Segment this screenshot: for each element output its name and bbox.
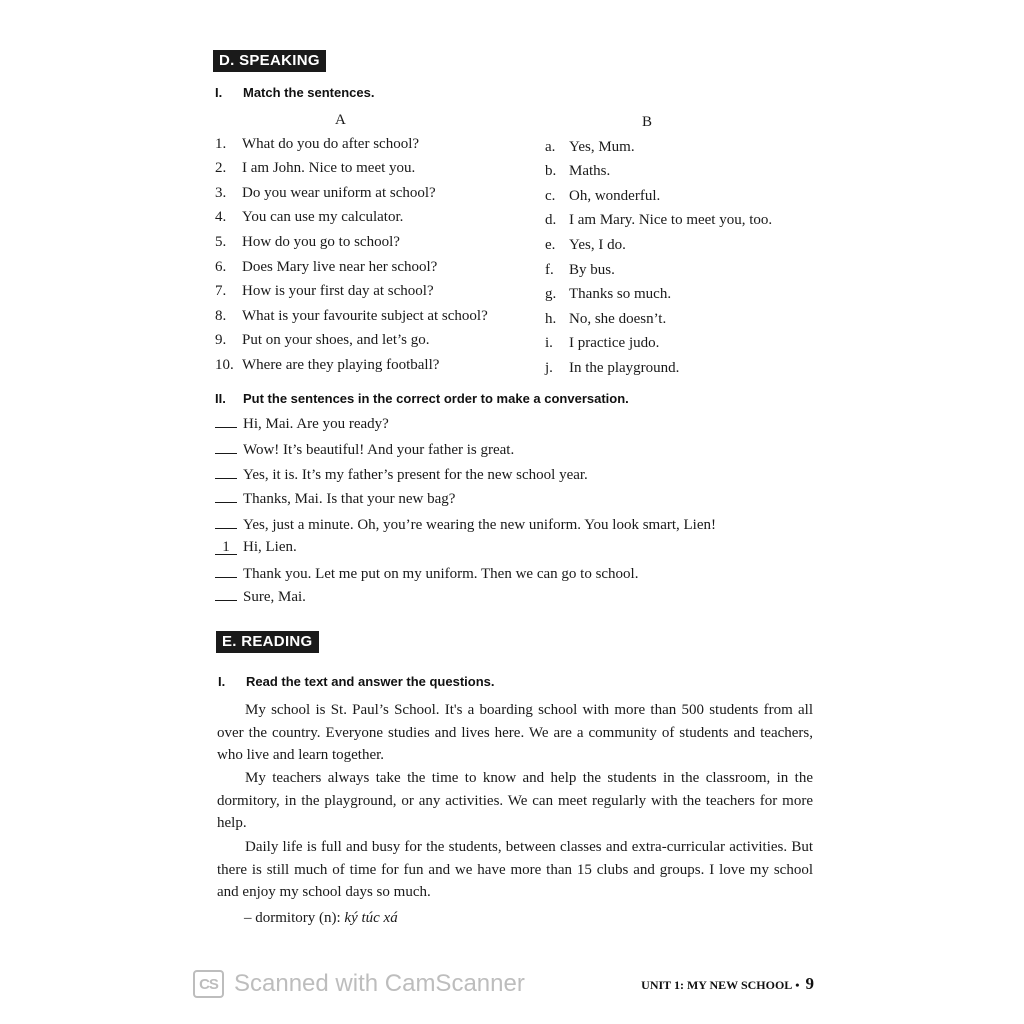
match-item-b: d. I am Mary. Nice to meet you, too. (545, 212, 773, 228)
conversation-line: Yes, just a minute. Oh, you’re wearing the new uniform. You look smart, Lien! (215, 514, 716, 534)
match-item-b: j. In the playground. (545, 360, 680, 376)
footer-bullet: • (795, 978, 800, 992)
answer-blank[interactable] (215, 488, 237, 503)
conversation-line: Hi, Mai. Are you ready? (215, 413, 389, 433)
answer-blank[interactable] (215, 514, 237, 529)
match-item-a: 9. Put on your shoes, and let’s go. (215, 332, 430, 348)
conversation-line: 1 Hi, Lien. (215, 537, 297, 557)
match-item-a: 10. Where are they playing football? (215, 357, 440, 373)
match-item-b: i. I practice judo. (545, 335, 660, 351)
speaking-instruction-2 (215, 391, 629, 406)
reading-paragraph: Daily life is full and busy for the students, between classes and extra-curricular activities. But there is still much of time for fun and we have more than 15 clubs and groups. I love my school and enjoy my school days so much. (217, 839, 813, 900)
speaking-instruction-1 (215, 85, 375, 100)
gloss-meaning: ký túc xá (344, 910, 398, 926)
match-item-a: 4. You can use my calculator. (215, 209, 404, 225)
camscanner-logo-icon: CS (193, 970, 224, 998)
column-b-heading: B (642, 114, 653, 130)
answer-blank[interactable] (215, 586, 237, 601)
camscanner-watermark (193, 969, 525, 999)
instruction-text: Match the sentences. (243, 85, 375, 100)
match-item-b: h. No, she doesn’t. (545, 311, 667, 327)
page-number: 9 (805, 974, 814, 993)
match-item-b: c. Oh, wonderful. (545, 188, 661, 204)
instruction-text: Put the sentences in the correct order to make a conversation. (243, 391, 629, 406)
answer-blank[interactable] (215, 563, 237, 578)
match-item-b: f. By bus. (545, 262, 615, 278)
column-a-heading: A (335, 112, 346, 128)
roman-numeral: II. (215, 391, 226, 406)
gloss-term: – dormitory (n): (244, 910, 345, 926)
answer-blank[interactable] (215, 464, 237, 479)
match-item-a: 3. Do you wear uniform at school? (215, 185, 436, 201)
answer-blank[interactable] (215, 413, 237, 428)
match-item-a: 1. What do you do after school? (215, 136, 420, 152)
conversation-line: Thanks, Mai. Is that your new bag? (215, 488, 455, 508)
match-item-a: 8. What is your favourite subject at school? (215, 308, 488, 324)
section-header-speaking: D. SPEAKING (213, 50, 326, 72)
reading-instruction-1 (218, 674, 495, 689)
match-item-b: b. Maths. (545, 163, 611, 179)
match-item-a: 2. I am John. Nice to meet you. (215, 160, 416, 176)
page-footer (641, 974, 814, 994)
reading-paragraph: My school is St. Paul’s School. It's a boarding school with more than 500 students from all over the country. Everyone studies and lives here. We are a community of students and teachers, who live and learn together. (217, 702, 813, 763)
match-item-a: 6. Does Mary live near her school? (215, 259, 438, 275)
answer-blank[interactable]: 1 (215, 540, 237, 555)
conversation-line: Wow! It’s beautiful! And your father is great. (215, 439, 514, 459)
roman-numeral: I. (218, 674, 226, 689)
answer-blank[interactable] (215, 439, 237, 454)
section-header-reading: E. READING (216, 631, 319, 653)
roman-numeral: I. (215, 85, 223, 100)
camscanner-text: Scanned with CamScanner (234, 970, 525, 997)
vocabulary-gloss (244, 910, 398, 927)
match-item-a: 7. How is your first day at school? (215, 283, 434, 299)
match-item-b: a. Yes, Mum. (545, 139, 635, 155)
reading-paragraph: My teachers always take the time to know and help the students in the classroom, in the dormitory, in the playground, or any activities. We can meet regularly with the teachers for more help. (217, 770, 813, 831)
footer-unit-title: UNIT 1: MY NEW SCHOOL (641, 978, 793, 992)
conversation-line: Sure, Mai. (215, 586, 306, 606)
conversation-line: Yes, it is. It’s my father’s present for the new school year. (215, 464, 588, 484)
match-item-b: g. Thanks so much. (545, 286, 672, 302)
instruction-text: Read the text and answer the questions. (246, 674, 495, 689)
conversation-line: Thank you. Let me put on my uniform. Then we can go to school. (215, 563, 638, 583)
match-item-a: 5. How do you go to school? (215, 234, 400, 250)
match-item-b: e. Yes, I do. (545, 237, 626, 253)
